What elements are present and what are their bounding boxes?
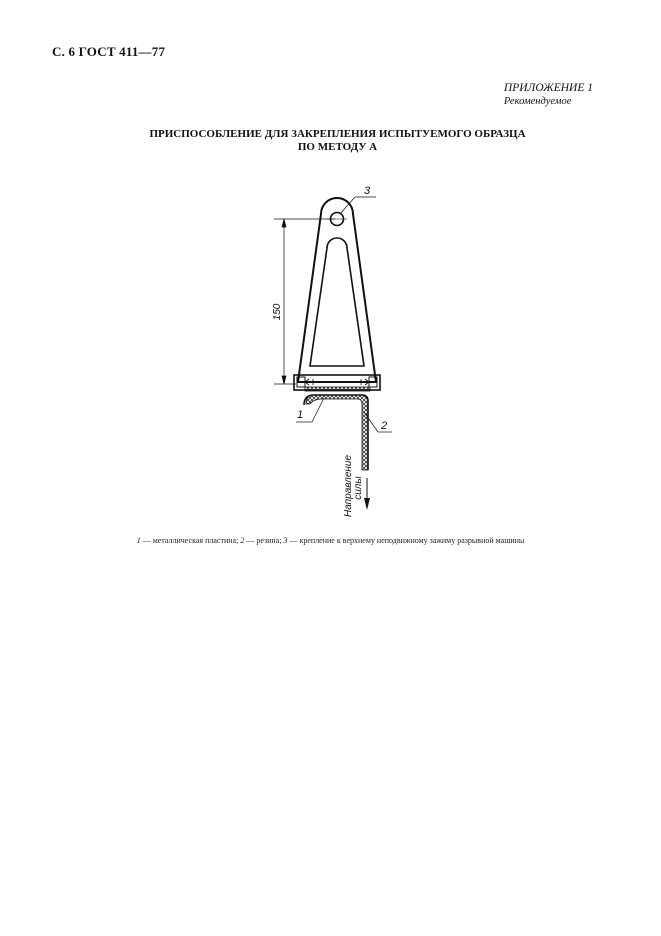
caption-text-1: — металлическая пластина; <box>140 536 241 545</box>
appendix-status: Рекомендуемое <box>503 96 572 107</box>
dimension-150 <box>274 219 335 384</box>
caption-num-2: 2 <box>240 536 245 545</box>
callout-2: 2 <box>381 420 388 432</box>
direction-label-2: силы <box>353 476 364 500</box>
caption-text-3: — крепление к верхнему неподвижному зажиму разрывной машины <box>287 536 525 545</box>
clamped-strip <box>305 387 370 391</box>
dimension-label: 150 <box>272 303 283 321</box>
direction-label-1: Направление <box>343 454 354 518</box>
metal-plate <box>304 395 368 470</box>
caption-num-3: 3 <box>283 536 288 545</box>
page-header: С. 6 ГОСТ 411—77 <box>52 44 166 59</box>
rubber-specimen <box>306 395 368 470</box>
caption-num-1: 1 <box>136 536 141 545</box>
figure-title-line-2: ПО МЕТОДУ А <box>297 141 378 153</box>
figure-caption <box>0 536 661 545</box>
callout-3: 3 <box>364 185 371 197</box>
callout-1: 1 <box>297 409 304 421</box>
figure-title-line-1: ПРИСПОСОБЛЕНИЕ ДЛЯ ЗАКРЕПЛЕНИЯ ИСПЫТУЕМОГО ОБРАЗЦА <box>149 128 526 140</box>
appendix-label: ПРИЛОЖЕНИЕ 1 <box>503 82 593 94</box>
fixture-window <box>310 238 364 366</box>
force-arrow <box>364 478 370 510</box>
caption-text-2: — резина; <box>244 536 284 545</box>
